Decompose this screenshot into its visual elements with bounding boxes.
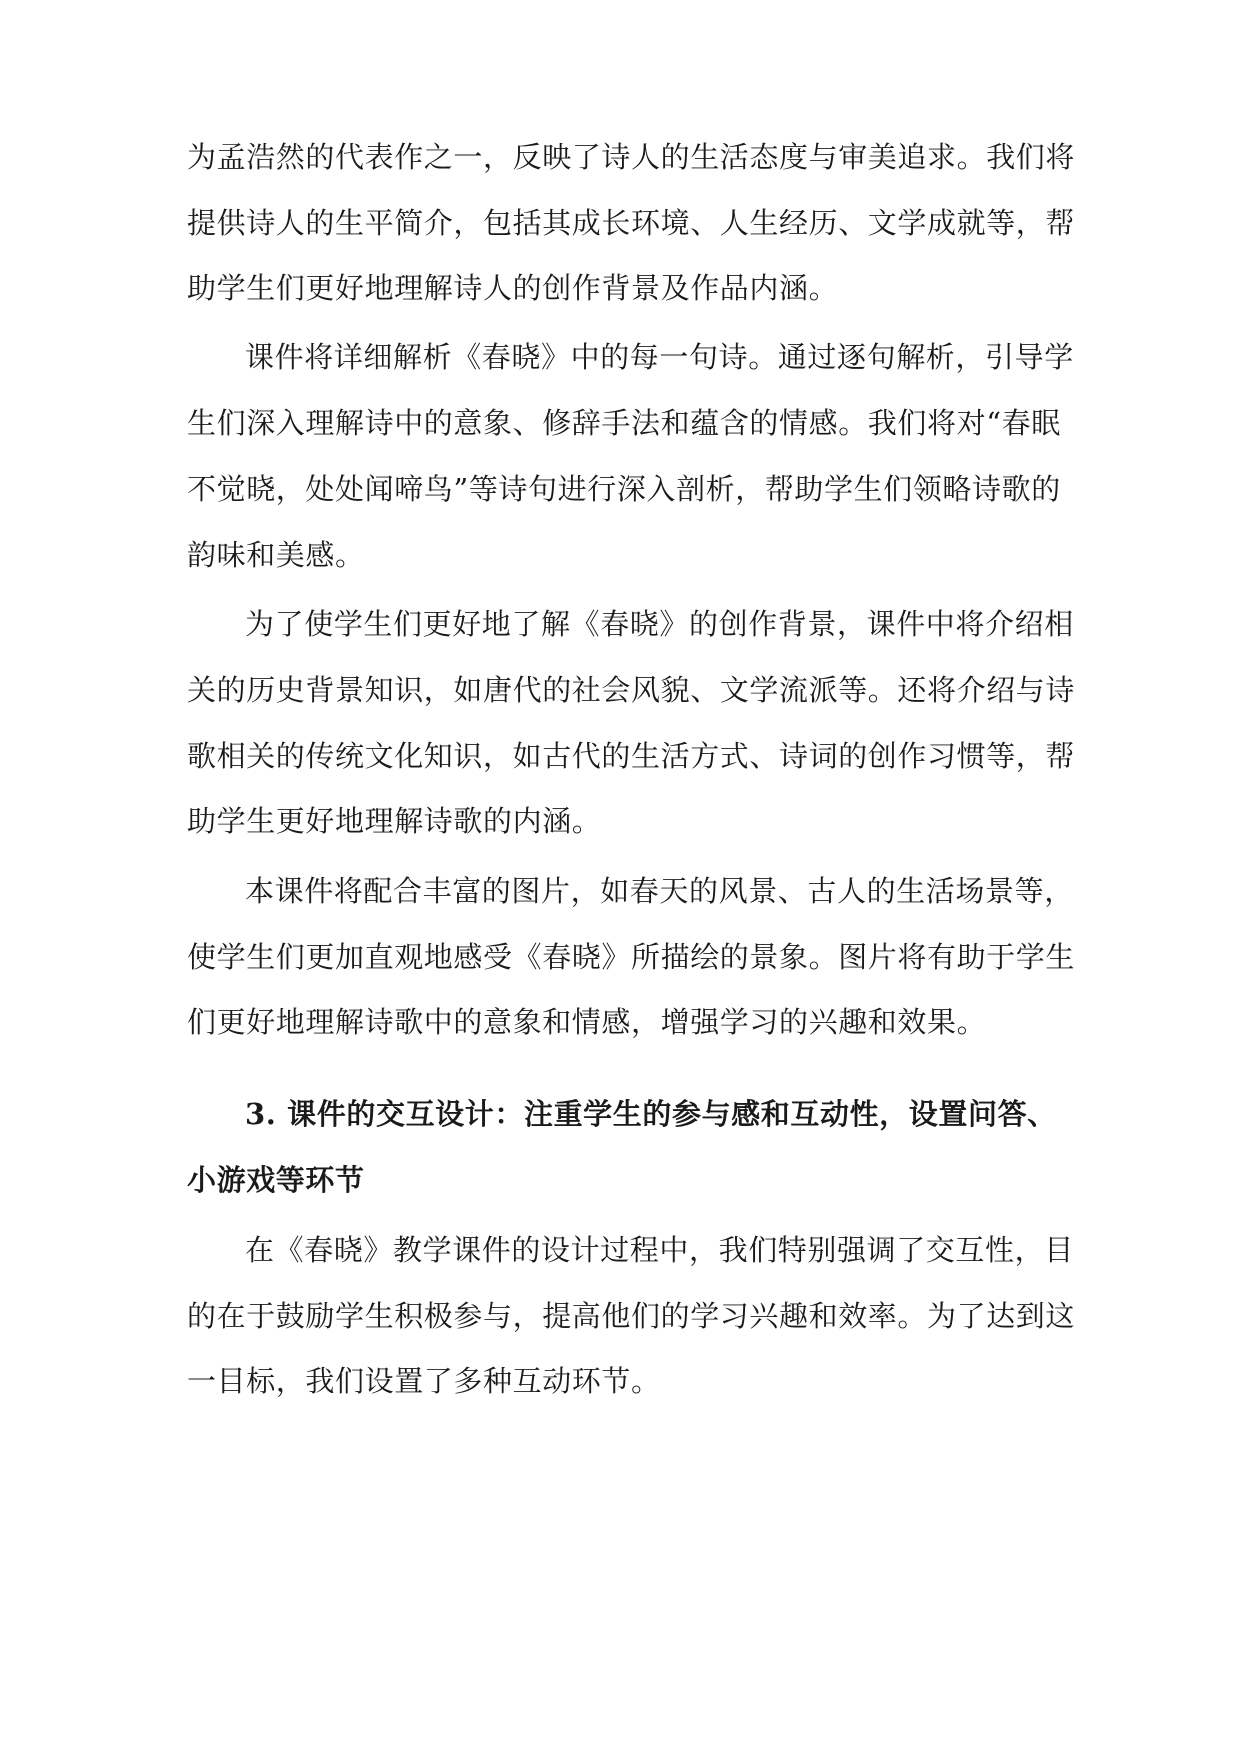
paragraph-5-line-1: 在《春晓》教学课件的设计过程中，我们特别强调了交互性，目 <box>245 1233 1074 1267</box>
paragraph-4-line-2: 使学生们更加直观地感受《春晓》所描绘的景象。图片将有助于学生 <box>187 940 1076 974</box>
paragraph-4-line-3: 们更好地理解诗歌中的意象和情感，增强学习的兴趣和效果。 <box>187 1005 987 1039</box>
paragraph-1-line-2: 提供诗人的生平简介，包括其成长环境、人生经历、文学成就等，帮 <box>187 206 1076 240</box>
paragraph-1-line-3: 助学生们更好地理解诗人的创作背景及作品内涵。 <box>187 271 839 305</box>
paragraph-2-line-2: 生们深入理解诗中的意象、修辞手法和蕴含的情感。我们将对“春眠 <box>187 406 1061 440</box>
paragraph-1-line-1: 为孟浩然的代表作之一，反映了诗人的生活态度与审美追求。我们将 <box>187 140 1076 174</box>
section-heading-line-2: 小游戏等环节 <box>187 1163 365 1197</box>
paragraph-3-line-2: 关的历史背景知识，如唐代的社会风貌、文学流派等。还将介绍与诗 <box>187 673 1076 707</box>
paragraph-3-line-1: 为了使学生们更好地了解《春晓》的创作背景，课件中将介绍相 <box>245 607 1074 641</box>
paragraph-3-line-4: 助学生更好地理解诗歌的内涵。 <box>187 804 602 838</box>
paragraph-2-line-4: 韵味和美感。 <box>187 538 365 572</box>
section-heading-line-1: 3. 课件的交互设计：注重学生的参与感和互动性，设置问答、 <box>245 1097 1057 1131</box>
paragraph-5-line-3: 一目标，我们设置了多种互动环节。 <box>187 1364 661 1398</box>
paragraph-5-line-2: 的在于鼓励学生积极参与，提高他们的学习兴趣和效率。为了达到这 <box>187 1299 1076 1333</box>
paragraph-4-line-1: 本课件将配合丰富的图片，如春天的风景、古人的生活场景等， <box>245 874 1074 908</box>
paragraph-3-line-3: 歌相关的传统文化知识，如古代的生活方式、诗词的创作习惯等，帮 <box>187 739 1076 773</box>
paragraph-2-line-3: 不觉晓，处处闻啼鸟”等诗句进行深入剖析，帮助学生们领略诗歌的 <box>187 472 1061 506</box>
paragraph-2-line-1: 课件将详细解析《春晓》中的每一句诗。通过逐句解析，引导学 <box>245 340 1074 374</box>
